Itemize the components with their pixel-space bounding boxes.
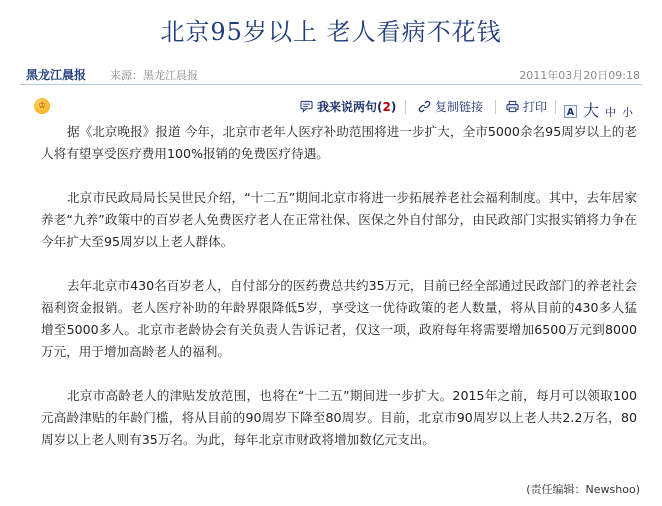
font-medium-button[interactable]: 中 [605, 106, 617, 119]
article-paragraph: 去年北京市430名百岁老人，自付部分的医药费总共约35万元，目前已经全部通过民政部门的养老社会福利资金报销。老人医疗补助的年龄界限降低5岁，享受这一优待政策的老人数量，将从目前的430多人猛增至5000多人。北京市老龄协会有关负责人告诉记者，仅这一项，政府每年将需要增加6500万元到8000万元，用于增加高龄老人的福利。 [41, 278, 637, 359]
comment-count-close: ) [390, 100, 397, 114]
comment-icon [300, 100, 313, 113]
article-paragraph: 据《北京晚报》报道 今年，北京市老年人医疗补助范围将进一步扩大，全市5000余名95周岁以上的老人将有望享受医疗费用100%报销的免费医疗待遇。 [41, 124, 637, 161]
print-button[interactable] [506, 98, 547, 115]
comment-count-open: ( [377, 100, 383, 114]
printer-icon [506, 100, 519, 113]
toolbar-divider [495, 100, 496, 114]
toolbar-divider [555, 100, 556, 114]
publish-time: 2011年03月20日09:18 [519, 69, 640, 82]
source-name[interactable]: 黑龙江晨报 [26, 68, 87, 82]
source-label: 来源：黑龙江晨报 [110, 69, 198, 82]
article-body [41, 121, 637, 473]
article-paragraph: 北京市高龄老人的津贴发放范围，也将在“十二五”期间进一步扩大。2015年之前，每月可以领取100元高龄津贴的年龄门槛，将从目前的90周岁下降至80周岁。目前，北京市90周岁以上老人共2.2万名，80周岁以上老人则有35万名。为此，每年北京市财政将增加数亿元支出。 [41, 388, 637, 447]
toolbar-divider [405, 100, 406, 114]
copy-link-button[interactable] [418, 98, 483, 115]
font-size-controls [564, 98, 633, 121]
article-paragraph: 北京市民政局局长吴世民介绍，“十二五”期间北京市将进一步拓展养老社会福利制度。其中，去年居家养老“九养”政策中的百岁老人免费医疗老人在正常社保、医保之外自付部分，由民政部门实报实销将力争在今年扩大至95周岁以上老人群体。 [41, 190, 637, 249]
comment-count[interactable]: 2 [382, 100, 391, 114]
font-size-icon [564, 105, 577, 118]
article-toolbar [20, 96, 642, 118]
comment-button[interactable] [300, 98, 396, 115]
print-label[interactable]: 打印 [523, 100, 548, 114]
responsible-editor: (责任编辑：Newshoo) [526, 483, 640, 496]
comment-label[interactable]: 我来说两句 [317, 100, 378, 114]
meta-bar [20, 62, 642, 85]
copy-link-label[interactable]: 复制链接 [435, 100, 484, 114]
font-large-button[interactable]: 大 [583, 101, 600, 120]
svg-text:A: A [566, 107, 575, 118]
link-icon [418, 100, 431, 113]
article-title: 北京95岁以上 老人看病不花钱 [160, 18, 502, 46]
medal-icon: ♔ [34, 98, 50, 114]
font-small-button[interactable]: 小 [622, 106, 634, 119]
